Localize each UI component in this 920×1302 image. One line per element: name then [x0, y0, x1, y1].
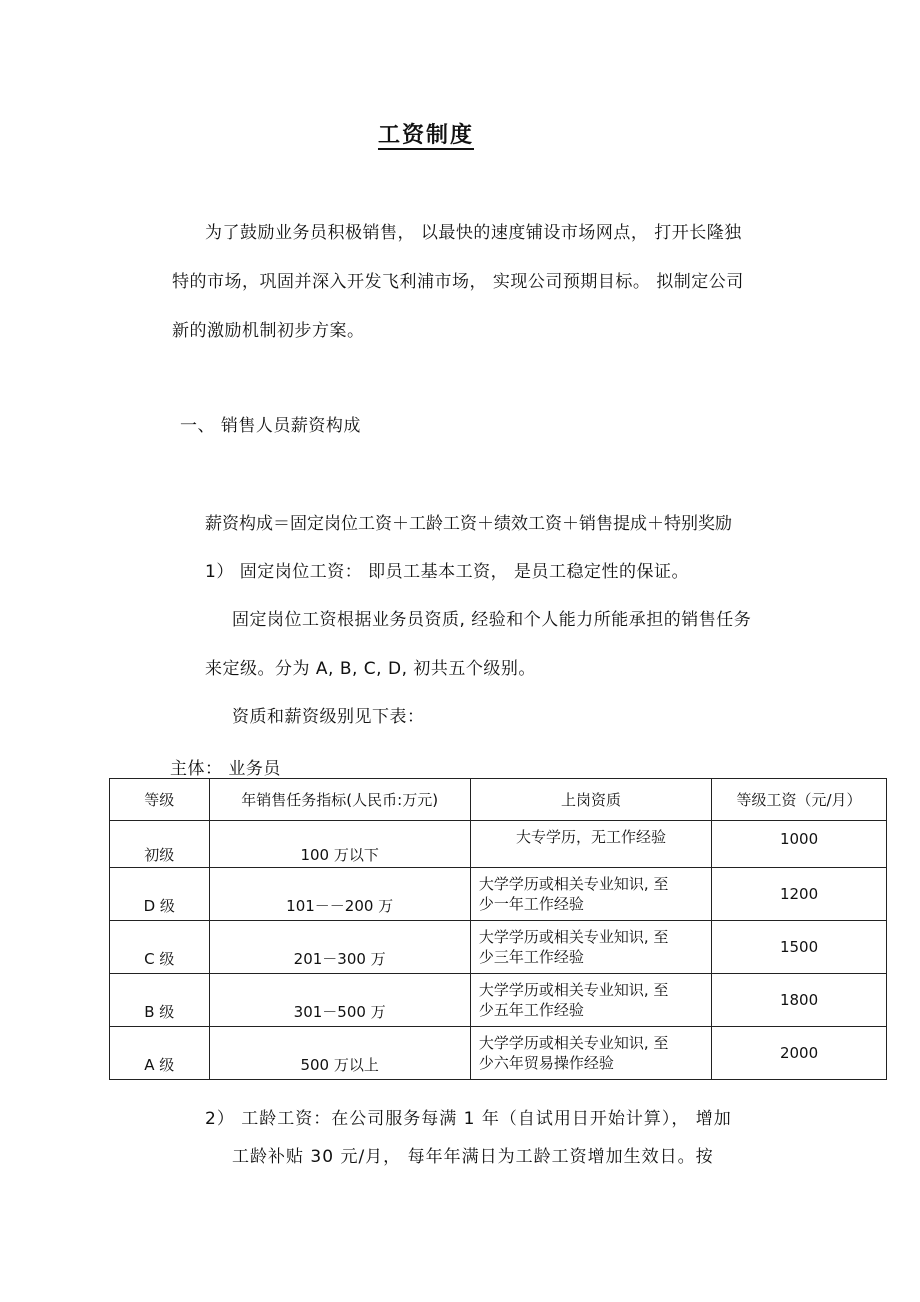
table-row [110, 868, 887, 921]
item-1-line-3: 来定级。分为 A, B, C, D, 初共五个级别。 [205, 659, 536, 679]
header-target: 年销售任务指标(人民币:万元) [209, 779, 470, 821]
cell-qualification [470, 1027, 711, 1080]
cell-level: D 级 [110, 868, 210, 921]
intro-line-3: 新的激励机制初步方案。 [172, 321, 365, 341]
cell-qualification [470, 868, 711, 921]
qualification-line-1: 大学学历或相关专业知识, 至 [478, 1034, 669, 1052]
cell-level: C 级 [110, 921, 210, 974]
item-2-line-2: 工龄补贴 30 元/月， 每年年满日为工龄工资增加生效日。按 [232, 1147, 714, 1167]
cell-salary: 1800 [712, 974, 887, 1027]
item-1-line-1: 1） 固定岗位工资： 即员工基本工资， 是员工稳定性的保证。 [205, 562, 690, 582]
document-title: 工资制度 [377, 123, 474, 148]
cell-qualification: 大专学历，无工作经验 [470, 821, 711, 868]
qualification-line-1: 大学学历或相关专业知识, 至 [478, 928, 669, 946]
qualification-line-2: 少六年贸易操作经验 [478, 1054, 614, 1072]
qualification-line-2: 少一年工作经验 [478, 895, 584, 913]
table-header-row [110, 779, 887, 821]
table-row [110, 921, 887, 974]
intro-line-1: 为了鼓励业务员积极销售， 以最快的速度铺设市场网点， 打开长隆独 [205, 223, 742, 243]
salary-grade-table [109, 778, 887, 1080]
table-row [110, 821, 887, 868]
qualification-line-1: 大学学历或相关专业知识, 至 [478, 981, 669, 999]
item-1-line-2: 固定岗位工资根据业务员资质, 经验和个人能力所能承担的销售任务 [232, 610, 752, 630]
cell-target: 500 万以上 [209, 1027, 470, 1080]
cell-target: 100 万以下 [209, 821, 470, 868]
header-salary: 等级工资（元/月） [712, 779, 887, 821]
header-qualification: 上岗资质 [470, 779, 711, 821]
cell-target: 101－－200 万 [209, 868, 470, 921]
qualification-line-2: 少五年工作经验 [478, 1001, 584, 1019]
qualification-line-2: 少三年工作经验 [478, 948, 584, 966]
table-row [110, 1027, 887, 1080]
intro-line-2: 特的市场，巩固并深入开发飞利浦市场， 实现公司预期目标。 拟制定公司 [172, 272, 744, 292]
cell-target: 301－500 万 [209, 974, 470, 1027]
cell-salary: 1500 [712, 921, 887, 974]
section-heading: 一、 销售人员薪资构成 [180, 416, 361, 436]
subject-label: 主体： 业务员 [170, 759, 281, 779]
table-row [110, 974, 887, 1027]
cell-qualification [470, 974, 711, 1027]
item-1-line-4: 资质和薪资级别见下表： [232, 707, 425, 727]
cell-level: A 级 [110, 1027, 210, 1080]
cell-qualification [470, 921, 711, 974]
header-level: 等级 [110, 779, 210, 821]
qualification-line-1: 大学学历或相关专业知识, 至 [478, 875, 669, 893]
cell-salary: 1200 [712, 868, 887, 921]
cell-level: 初级 [110, 821, 210, 868]
cell-salary: 1000 [712, 821, 887, 868]
cell-salary: 2000 [712, 1027, 887, 1080]
salary-formula: 薪资构成＝固定岗位工资＋工龄工资＋绩效工资＋销售提成＋特别奖励 [205, 514, 732, 534]
cell-level: B 级 [110, 974, 210, 1027]
item-2-line-1: 2） 工龄工资：在公司服务每满 1 年（自试用日开始计算）， 增加 [205, 1109, 732, 1129]
cell-target: 201－300 万 [209, 921, 470, 974]
